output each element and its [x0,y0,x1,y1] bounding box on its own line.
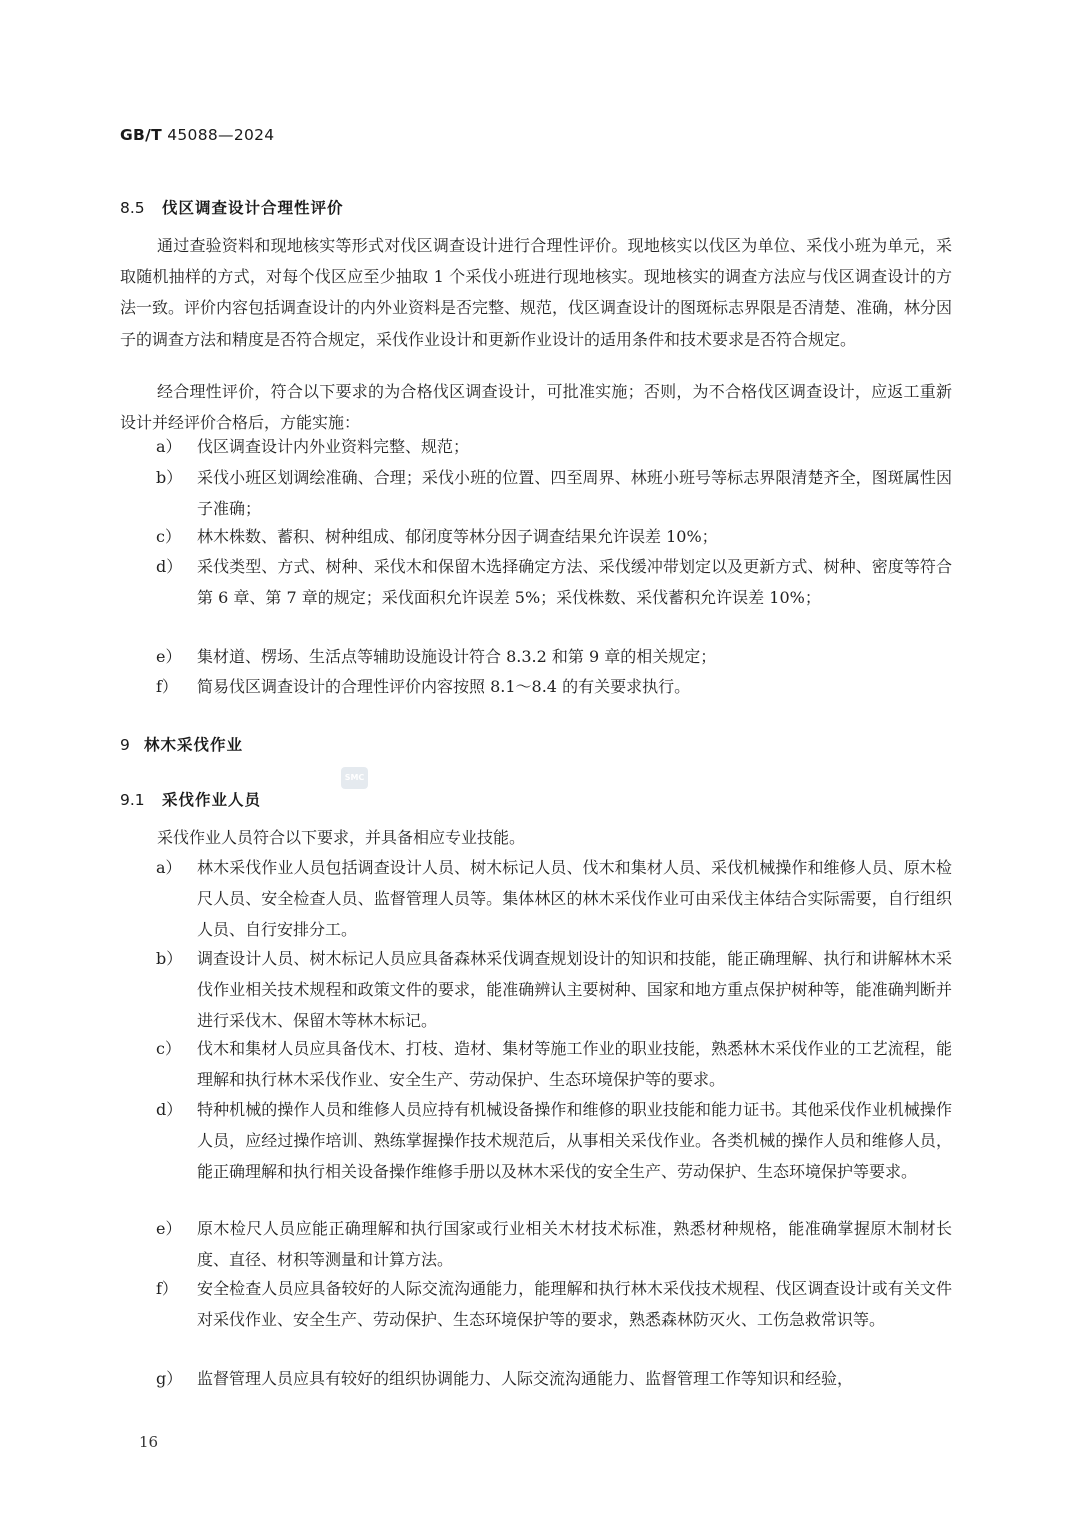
list-item [156,1033,952,1095]
list-item [156,1213,952,1275]
section-number: 8.5 [120,199,145,217]
section-number: 9 [120,736,130,754]
watermark-logo: SMC [341,767,368,789]
list-text: 林木株数、蓄积、树种组成、郁闭度等林分因子调查结果允许误差 10%； [197,527,718,546]
list-item [156,1094,952,1188]
section-8-5-heading [120,196,344,218]
list-text: 特种机械的操作人员和维修人员应持有机械设备操作和维修的职业技能和能力证书。其他采伐作业机械操作人员，应经过操作培训、熟练掌握操作技术规范后，从事相关采伐作业。各类机械的操作人员和维修人员，能正确理解和执行相关设备操作维修手册以及林木采伐的安全生产、劳动保护、生态环境保护等要求。 [197,1100,952,1182]
list-item [156,943,952,1037]
list-marker: f） [156,1279,178,1298]
list-marker: c） [156,1039,181,1058]
standard-prefix: GB/T [120,126,162,144]
section-9-heading [120,733,243,755]
list-text: 简易伐区调查设计的合理性评价内容按照 8.1～8.4 的有关要求执行。 [197,677,691,696]
standard-code [120,126,274,144]
list-item [156,641,952,672]
list-marker: b） [156,949,183,968]
paragraph: 经合理性评价，符合以下要求的为合格伐区调查设计，可批准实施；否则，为不合格伐区调查设计，应返工重新设计并经评价合格后，方能实施： [120,382,952,433]
list-text: 林木采伐作业人员包括调查设计人员、树木标记人员、伐木和集材人员、采伐机械操作和维修人员、原木检尺人员、安全检查人员、监督管理人员等。集体林区的林木采伐作业可由采伐主体结合实际需要，自行组织人员、自行安排分工。 [197,858,952,940]
list-item [156,521,952,552]
list-marker: b） [156,468,183,487]
list-marker: c） [156,527,181,546]
list-marker: a） [156,858,182,877]
list-item [156,551,952,613]
list-item [156,1273,952,1335]
list-marker: f） [156,677,178,696]
section-title: 林木采伐作业 [144,736,244,754]
list-item [156,431,952,462]
standard-number: 45088—2024 [167,126,275,144]
list-marker: e） [156,647,182,666]
list-text: 伐区调查设计内外业资料完整、规范； [197,437,470,456]
list-text: 安全检查人员应具备较好的人际交流沟通能力，能理解和执行林木采伐技术规程、伐区调查设计或有关文件对采伐作业、安全生产、劳动保护、生态环境保护等的要求，熟悉森林防灭火、工伤急救常识等。 [197,1279,952,1330]
list-text: 集材道、楞场、生活点等辅助设施设计符合 8.3.2 和第 9 章的相关规定； [197,647,717,666]
section-9-1-heading [120,788,261,810]
section-title: 采伐作业人员 [162,791,262,809]
list-item [156,1363,952,1394]
list-marker: a） [156,437,182,456]
list-text: 监督管理人员应具有较好的组织协调能力、人际交流沟通能力、监督管理工作等知识和经验， [197,1369,854,1388]
section-number: 9.1 [120,791,145,809]
list-item [156,671,952,702]
paragraph: 采伐作业人员符合以下要求，并具备相应专业技能。 [157,828,526,847]
list-item [156,462,952,524]
list-marker: e） [156,1219,182,1238]
list-marker: d） [156,557,183,576]
list-marker: d） [156,1100,183,1119]
list-text: 采伐类型、方式、树种、采伐木和保留木选择确定方法、采伐缓冲带划定以及更新方式、树种、密度等符合第 6 章、第 7 章的规定；采伐面积允许误差 5%；采伐株数、采伐蓄积允许误差 10%； [197,557,952,608]
section-title: 伐区调查设计合理性评价 [162,199,344,217]
list-text: 采伐小班区划调绘准确、合理；采伐小班的位置、四至周界、林班小班号等标志界限清楚齐全，图斑属性因子准确； [197,468,952,519]
list-text: 调查设计人员、树木标记人员应具备森林采伐调查规划设计的知识和技能，能正确理解、执行和讲解林木采伐作业相关技术规程和政策文件的要求，能准确辨认主要树种、国家和地方重点保护树种等，能准确判断并进行采伐木、保留木等林木标记。 [197,949,952,1031]
page-number: 16 [139,1433,159,1451]
list-text: 伐木和集材人员应具备伐木、打枝、造材、集材等施工作业的职业技能，熟悉林木采伐作业的工艺流程，能理解和执行林木采伐作业、安全生产、劳动保护、生态环境保护等的要求。 [197,1039,952,1090]
list-text: 原木检尺人员应能正确理解和执行国家或行业相关木材技术标准，熟悉材种规格，能准确掌握原木制材长度、直径、材积等测量和计算方法。 [197,1219,952,1270]
list-marker: g） [156,1369,183,1388]
list-item [156,852,952,946]
paragraph: 通过查验资料和现地核实等形式对伐区调查设计进行合理性评价。现地核实以伐区为单位、采伐小班为单元，采取随机抽样的方式，对每个伐区应至少抽取 1 个采伐小班进行现地核实。现地核实的调查方法应与伐区调查设计的方法一致。评价内容包括调查设计的内外业资料是否完整、规范，伐区调查设计的图斑标志界限是否清楚、准确，林分因子的调查方法和精度是否符合规定，采伐作业设计和更新作业设计的适用条件和技术要求是否符合规定。 [120,236,953,349]
